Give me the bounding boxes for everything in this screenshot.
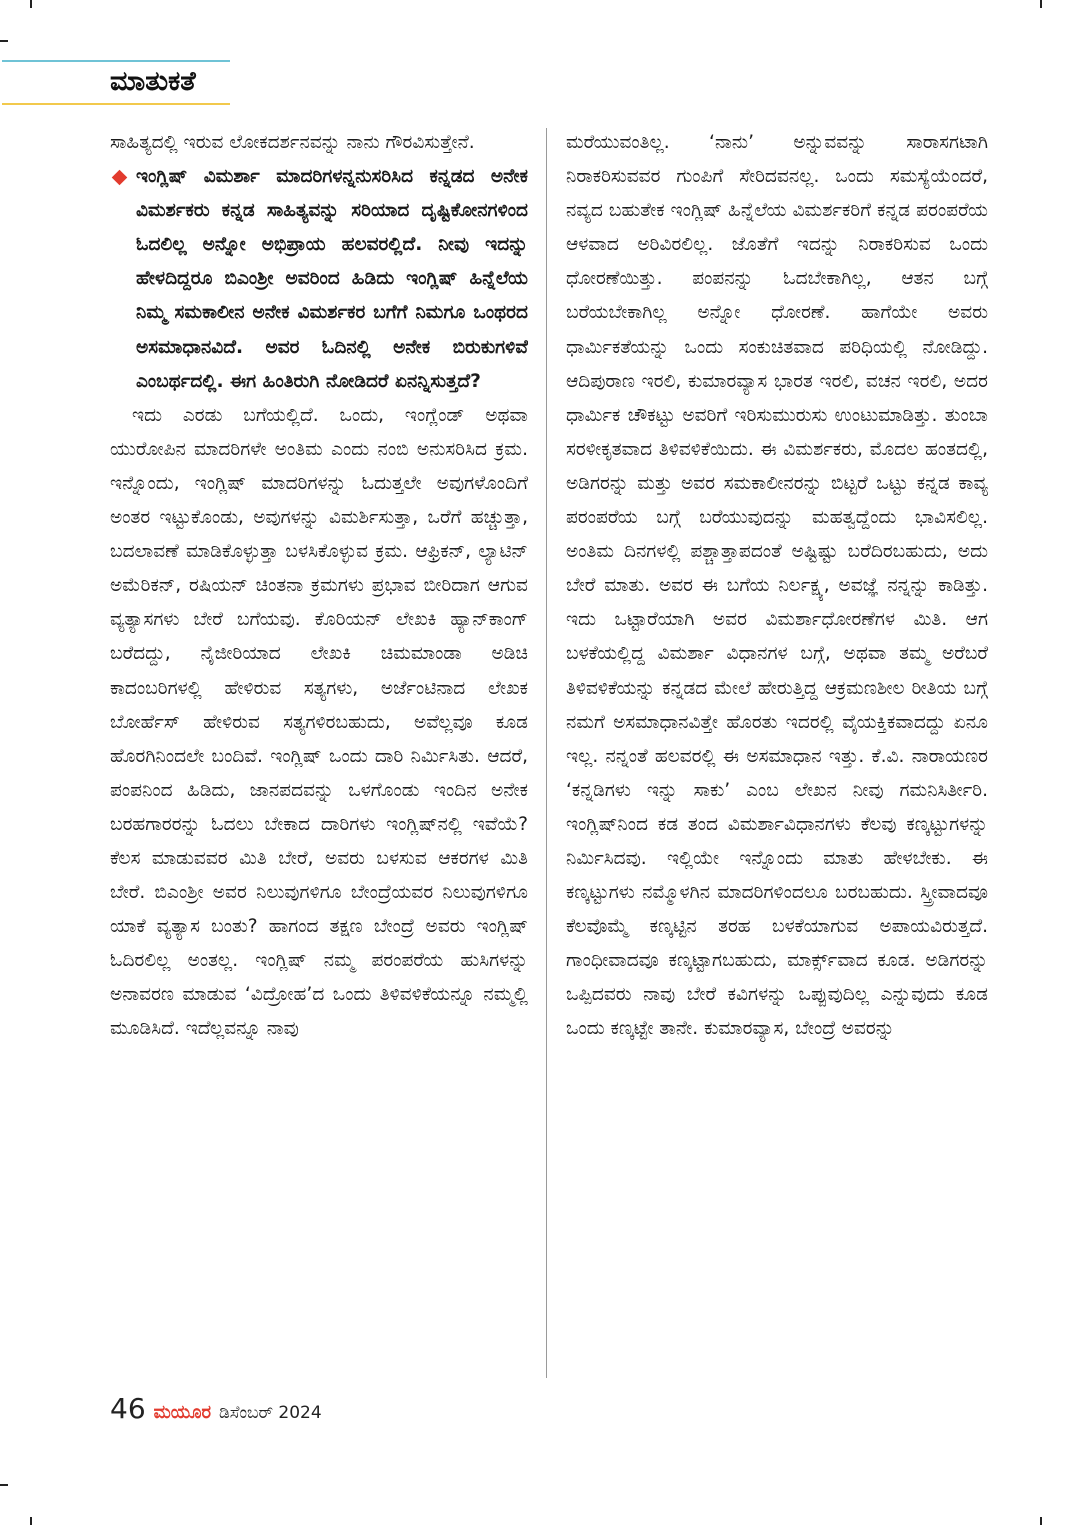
- question-text: ಇಂಗ್ಲಿಷ್ ವಿಮರ್ಶಾ ಮಾದರಿಗಳನ್ನನುಸರಿಸಿದ ಕನ್ನಡದ ಅನೇಕ ವಿಮರ್ಶಕರು ಕನ್ನಡ ಸಾಹಿತ್ಯವನ್ನು ಸರಿಯಾದ ದೃಷ್ಟಿಕೋನಗಳಿಂದ ಓದಲಿಲ್ಲ ಅನ್ನೋ ಅಭಿಪ್ರಾಯ ಹಲವರಲ್ಲಿದೆ. ನೀವು ಇದನ್ನು ಹೇಳದಿದ್ದರೂ ಬಿಎಂಶ್ರೀ ಅವರಿಂದ ಹಿಡಿದು ಇಂಗ್ಲಿಷ್ ಹಿನ್ನೆಲೆಯ ನಿಮ್ಮ ಸಮಕಾಲೀನ ಅನೇಕ ವಿಮರ್ಶಕರ ಬಗೆಗೆ ನಿಮಗೂ ಒಂಥರದ ಅಸಮಾಧಾನವಿದೆ. ಅವರ ಓದಿನಲ್ಲಿ ಅನೇಕ ಬಿರುಕುಗಳಿವೆ ಎಂಬರ್ಥದಲ್ಲಿ. ಈಗ ಹಿಂತಿರುಗಿ ನೋಡಿದರೆ ಏನನ್ನಿಸುತ್ತದೆ?: [136, 166, 528, 392]
- column-divider: [546, 128, 547, 1378]
- page-number: 46: [110, 1392, 146, 1425]
- paragraph: ಸಾಹಿತ್ಯದಲ್ಲಿ ಇರುವ ಲೋಕದರ್ಶನವನ್ನು ನಾನು ಗೌರವಿಸುತ್ತೇನೆ.: [110, 132, 475, 153]
- answer-continuation: ಮರೆಯುವಂತಿಲ್ಲ. ‘ನಾನು’ ಅನ್ನುವವನ್ನು ಸಾರಾಸಗಟಾಗಿ ನಿರಾಕರಿಸುವವರ ಗುಂಪಿಗೆ ಸೇರಿದವನಲ್ಲ. ಒಂದು ಸಮಸ್ಯೆಯೆಂದರೆ, ನವ್ಯದ ಬಹುತೇಕ ಇಂಗ್ಲಿಷ್ ಹಿನ್ನೆಲೆಯ ವಿಮರ್ಶಕರಿಗೆ ಕನ್ನಡ ಪರಂಪರೆಯ ಆಳವಾದ ಅರಿವಿರಲಿಲ್ಲ. ಜೊತೆಗೆ ಇದನ್ನು ನಿರಾಕರಿಸುವ ಒಂದು ಧೋರಣೆಯಿತ್ತು. ಪಂಪನನ್ನು ಓದಬೇಕಾಗಿಲ್ಲ, ಆತನ ಬಗ್ಗೆ ಬರೆಯಬೇಕಾಗಿಲ್ಲ ಅನ್ನೋ ಧೋರಣೆ. ಹಾಗೆಯೇ ಅವರು ಧಾರ್ಮಿಕತೆಯನ್ನು ಒಂದು ಸಂಕುಚಿತವಾದ ಪರಿಧಿಯಲ್ಲಿ ನೋಡಿದ್ದು. ಆದಿಪುರಾಣ ಇರಲಿ, ಕುಮಾರವ್ಯಾಸ ಭಾರತ ಇರಲಿ, ವಚನ ಇರಲಿ, ಅದರ ಧಾರ್ಮಿಕ ಚೌಕಟ್ಟು ಅವರಿಗೆ ಇರಿಸುಮುರುಸು ಉಂಟುಮಾಡಿತ್ತು. ತುಂಬಾ ಸರಳೀಕೃತವಾದ ತಿಳಿವಳಿಕೆಯಿದು. ಈ ವಿಮರ್ಶಕರು, ಮೊದಲ ಹಂತದಲ್ಲಿ, ಅಡಿಗರನ್ನು ಮತ್ತು ಅವರ ಸಮಕಾಲೀನರನ್ನು ಬಿಟ್ಟರೆ ಒಟ್ಟು ಕನ್ನಡ ಕಾವ್ಯ ಪರಂಪರೆಯ ಬಗ್ಗೆ ಬರೆಯುವುದನ್ನು ಮಹತ್ವದ್ದೆಂದು ಭಾವಿಸಲಿಲ್ಲ. ಅಂತಿಮ ದಿನಗಳಲ್ಲಿ ಪಶ್ಚಾತ್ತಾಪದಂತೆ ಅಷ್ಟಿಷ್ಟು ಬರೆದಿರಬಹುದು, ಅದು ಬೇರೆ ಮಾತು. ಅವರ ಈ ಬಗೆಯ ನಿರ್ಲಕ್ಷ್ಯ, ಅವಜ್ಞೆ ನನ್ನನ್ನು ಕಾಡಿತ್ತು. ಇದು ಒಟ್ಟಾರೆಯಾಗಿ ಅವರ ವಿಮರ್ಶಾಧೋರಣೆಗಳ ಮಿತಿ. ಆಗ ಬಳಕೆಯಲ್ಲಿದ್ದ ವಿಮರ್ಶಾ ವಿಧಾನಗಳ ಬಗ್ಗೆ, ಅಥವಾ ತಮ್ಮ ಅರೆಬರೆ ತಿಳಿವಳಿಕೆಯನ್ನು ಕನ್ನಡದ ಮೇಲೆ ಹೇರುತ್ತಿದ್ದ ಆಕ್ರಮಣಶೀಲ ರೀತಿಯ ಬಗ್ಗೆ ನಮಗೆ ಅಸಮಾಧಾನವಿತ್ತೇ ಹೊರತು ಇದರಲ್ಲಿ ವೈಯಕ್ತಿಕವಾದದ್ದು ಏನೂ ಇಲ್ಲ. ನನ್ನಂತೆ ಹಲವರಲ್ಲಿ ಈ ಅಸಮಾಧಾನ ಇತ್ತು. ಕೆ.ವಿ. ನಾರಾಯಣರ ‘ಕನ್ನಡಿಗಳು ಇನ್ನು ಸಾಕು’ ಎಂಬ ಲೇಖನ ನೀವು ಗಮನಿಸಿರ್ತೀರಿ. ಇಂಗ್ಲಿಷ್‌ನಿಂದ ಕಡ ತಂದ ವಿಮರ್ಶಾವಿಧಾನಗಳು ಕೆಲವು ಕಣ್ಕಟ್ಟುಗಳನ್ನು ನಿರ್ಮಿಸಿದವು. ಇಲ್ಲಿಯೇ ಇನ್ನೊಂದು ಮಾತು ಹೇಳಬೇಕು. ಈ ಕಣ್ಕಟ್ಟುಗಳು ನಮ್ಮೊಳಗಿನ ಮಾದರಿಗಳಿಂದಲೂ ಬರಬಹುದು. ಸ್ತ್ರೀವಾದವೂ ಕೆಲವೊಮ್ಮೆ ಕಣ್ಕಟ್ಟಿನ ತರಹ ಬಳಕೆಯಾಗುವ ಅಪಾಯವಿರುತ್ತದೆ. ಗಾಂಧೀವಾದವೂ ಕಣ್ಕಟ್ಟಾಗಬಹುದು, ಮಾರ್ಕ್ಸ್‌ವಾದ ಕೂಡ. ಅಡಿಗರನ್ನು ಒಪ್ಪಿದವರು ನಾವು ಬೇರೆ ಕವಿಗಳನ್ನು ಒಪ್ಪುವುದಿಲ್ಲ ಎನ್ನುವುದು ಕೂಡ ಒಂದು ಕಣ್ಕಟ್ಟೇ ತಾನೇ. ಕುಮಾರವ್ಯಾಸ, ಬೇಂದ್ರೆ ಅವರನ್ನು: [566, 132, 988, 1040]
- answer-paragraph: ಇದು ಎರಡು ಬಗೆಯಲ್ಲಿದೆ. ಒಂದು, ಇಂಗ್ಲೆಂಡ್ ಅಥವಾ ಯುರೋಪಿನ ಮಾದರಿಗಳೇ ಅಂತಿಮ ಎಂದು ನಂಬಿ ಅನುಸರಿಸಿದ ಕ್ರಮ. ಇನ್ನೊಂದು, ಇಂಗ್ಲಿಷ್ ಮಾದರಿಗಳನ್ನು ಓದುತ್ತಲೇ ಅವುಗಳೊಂದಿಗೆ ಅಂತರ ಇಟ್ಟುಕೊಂಡು, ಅವುಗಳನ್ನು ವಿಮರ್ಶಿಸುತ್ತಾ, ಒರೆಗೆ ಹಚ್ಚುತ್ತಾ, ಬದಲಾವಣೆ ಮಾಡಿಕೊಳ್ಳುತ್ತಾ ಬಳಸಿಕೊಳ್ಳುವ ಕ್ರಮ. ಆಫ್ರಿಕನ್, ಲ್ಯಾಟಿನ್ ಅಮೆರಿಕನ್, ರಷಿಯನ್ ಚಿಂತನಾ ಕ್ರಮಗಳು ಪ್ರಭಾವ ಬೀರಿದಾಗ ಆಗುವ ವ್ಯತ್ಯಾಸಗಳು ಬೇರೆ ಬಗೆಯವು. ಕೊರಿಯನ್ ಲೇಖಕಿ ಹ್ಯಾನ್‌ಕಾಂಗ್ ಬರೆದದ್ದು, ನೈಜೀರಿಯಾದ ಲೇಖಕಿ ಚಿಮಮಾಂಡಾ ಅಡಿಚಿ ಕಾದಂಬರಿಗಳಲ್ಲಿ ಹೇಳಿರುವ ಸತ್ಯಗಳು, ಅರ್ಜೆಂಟಿನಾದ ಲೇಖಕ ಬೋರ್ಹೆಸ್ ಹೇಳಿರುವ ಸತ್ಯಗಳಿರಬಹುದು, ಅವೆಲ್ಲವೂ ಕೂಡ ಹೊರಗಿನಿಂದಲೇ ಬಂದಿವೆ. ಇಂಗ್ಲಿಷ್ ಒಂದು ದಾರಿ ನಿರ್ಮಿಸಿತು. ಆದರೆ, ಪಂಪನಿಂದ ಹಿಡಿದು, ಜಾನಪದವನ್ನು ಒಳಗೊಂಡು ಇಂದಿನ ಅನೇಕ ಬರಹಗಾರರನ್ನು ಓದಲು ಬೇಕಾದ ದಾರಿಗಳು ಇಂಗ್ಲಿಷ್‌ನಲ್ಲಿ ಇವೆಯೆ? ಕೆಲಸ ಮಾಡುವವರ ಮಿತಿ ಬೇರೆ, ಅವರು ಬಳಸುವ ಆಕರಗಳ ಮಿತಿ ಬೇರೆ. ಬಿಎಂಶ್ರೀ ಅವರ ನಿಲುವುಗಳಿಗೂ ಬೇಂದ್ರೆಯವರ ನಿಲುವುಗಳಿಗೂ ಯಾಕೆ ವ್ಯತ್ಯಾಸ ಬಂತು? ಹಾಗಂದ ತಕ್ಷಣ ಬೇಂದ್ರೆ ಅವರು ಇಂಗ್ಲಿಷ್ ಓದಿರಲಿಲ್ಲ ಅಂತಲ್ಲ. ಇಂಗ್ಲಿಷ್ ನಮ್ಮ ಪರಂಪರೆಯ ಹುಸಿಗಳನ್ನು ಅನಾವರಣ ಮಾಡುವ ‘ವಿದ್ರೋಹ’ದ ಒಂದು ತಿಳಿವಳಿಕೆಯನ್ನೂ ನಮ್ಮಲ್ಲಿ ಮೂಡಿಸಿದೆ. ಇದೆಲ್ಲವನ್ನೂ ನಾವು: [110, 404, 528, 1040]
- crop-mark-top-left: [30, 0, 32, 8]
- crop-mark-top-right: [1040, 0, 1042, 8]
- magazine-logo: ಮಯೂರ: [153, 1402, 212, 1423]
- page-footer: [110, 1392, 322, 1428]
- section-title: ಮಾತುಕತೆ: [110, 66, 196, 97]
- right-column: [566, 126, 988, 1384]
- issue-date: ಡಿಸೆಂಬರ್ 2024: [219, 1403, 322, 1423]
- crop-mark-bottom-right: [1040, 1517, 1042, 1525]
- crop-mark-left-upper: [0, 40, 8, 42]
- crop-mark-left-lower: [0, 1484, 8, 1486]
- diamond-bullet-icon: [112, 170, 128, 186]
- interview-question: [110, 160, 528, 399]
- header-rule-bottom: [2, 103, 230, 105]
- crop-mark-bottom-left: [30, 1517, 32, 1525]
- left-column: [110, 126, 528, 1384]
